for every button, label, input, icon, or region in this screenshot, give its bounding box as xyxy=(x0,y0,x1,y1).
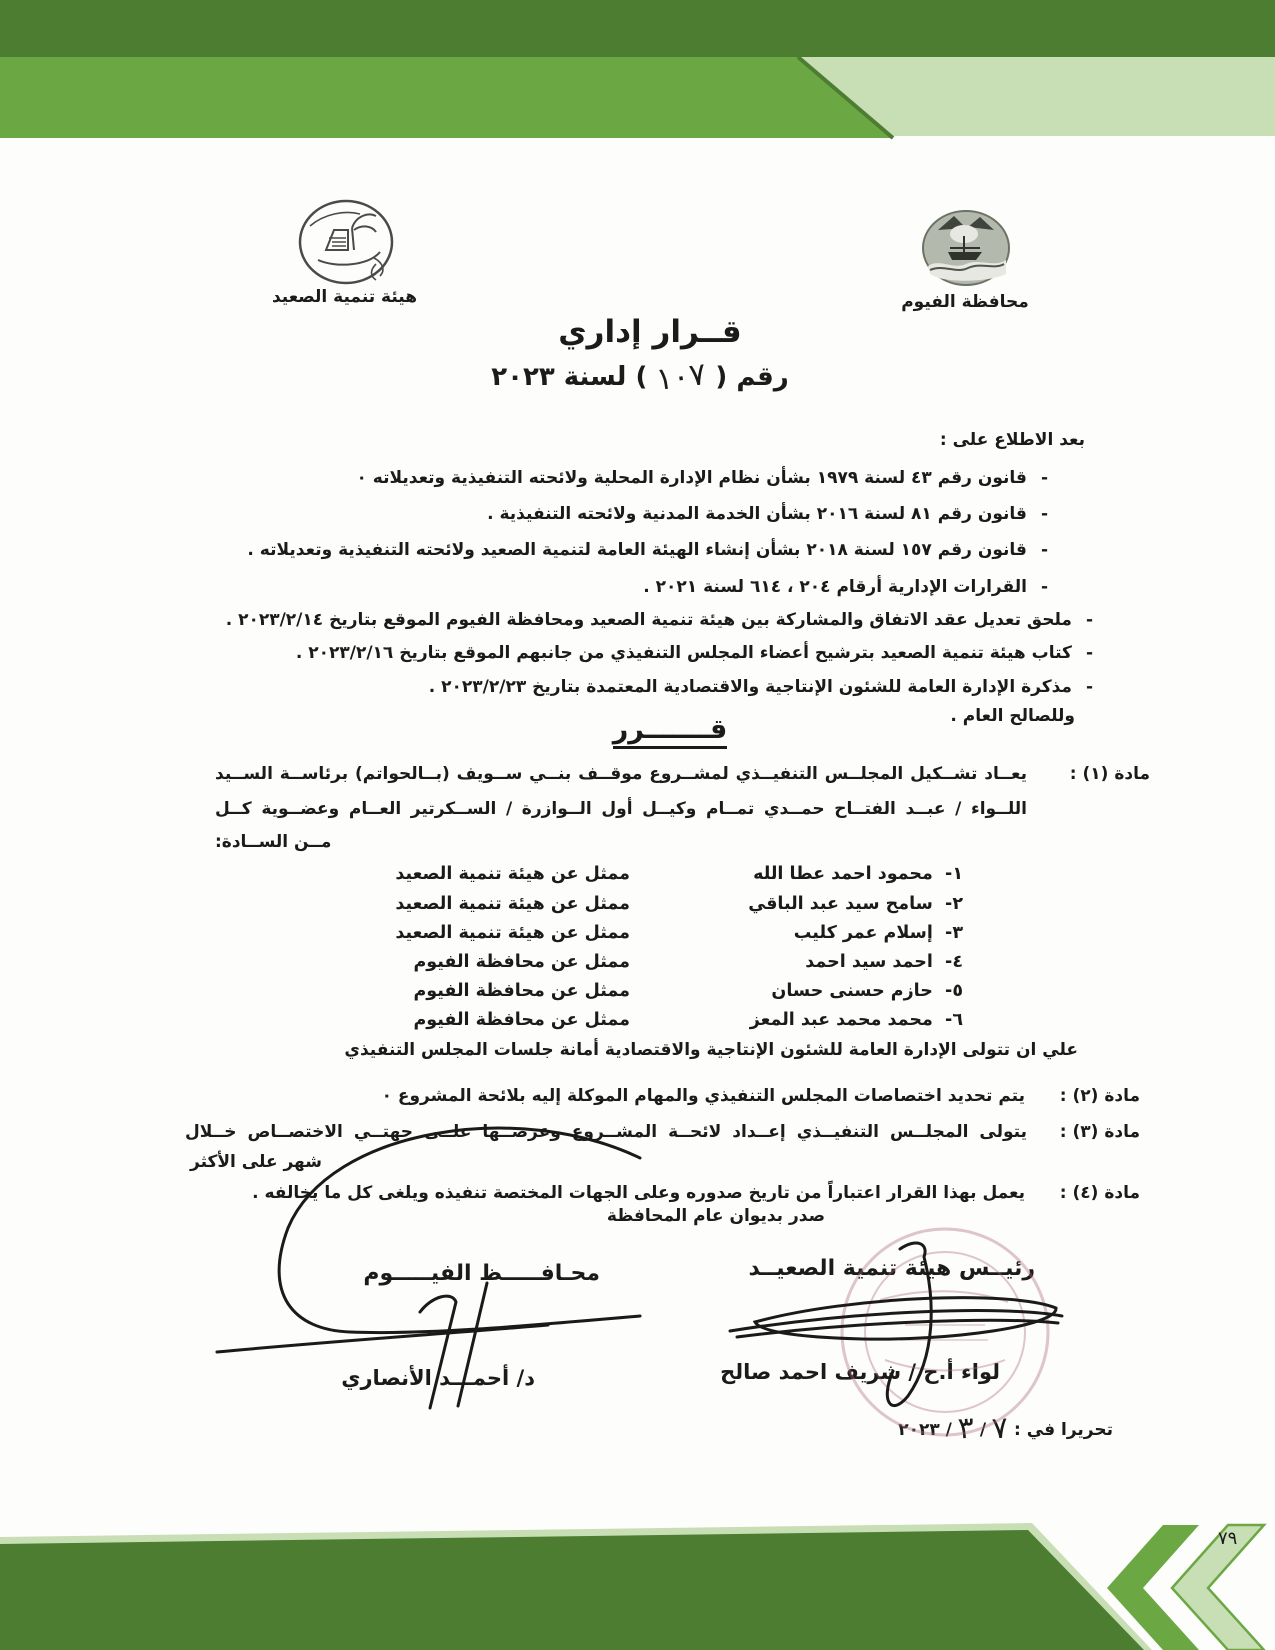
bullet-dash: - xyxy=(1040,540,1048,560)
article2-text: يتم تحديد اختصاصات المجلس التنفيذي والمهام الموكلة إليه بلائحة المشروع ٠ xyxy=(381,1086,1025,1106)
member-role: ممثل عن هيئة تنمية الصعيد xyxy=(395,923,630,943)
preamble-item: - مذكرة الإدارة العامة للشئون الإنتاجية والاقتصادية المعتمدة بتاريخ ٢٠٢٣/٢/٢٣ . xyxy=(428,677,1093,697)
signature-right-name: لواء أ.ح / شريف احمد صالح xyxy=(720,1360,1000,1384)
page-title: قــرار إداري xyxy=(558,314,742,350)
page-number: ٧٩ xyxy=(1218,1528,1238,1549)
member-role: ممثل عن محافظة الفيوم xyxy=(413,1010,630,1030)
bullet-dash: - xyxy=(1040,468,1048,488)
preamble-item: - كتاب هيئة تنمية الصعيد بترشيح أعضاء المجلس التنفيذي من جانبهم الموقع بتاريخ ٢٠٢٣/٢/١٦ . xyxy=(295,643,1093,663)
member-role: ممثل عن هيئة تنمية الصعيد xyxy=(395,894,630,914)
signature-left-name: د/ أحمـــد الأنصاري xyxy=(341,1366,535,1390)
article1-line1: يعــاد تشــكيل المجلــس التنفيــذي لمشــروع موقــف بنــي ســويف (بــالحواتم) برئاســة الســيد xyxy=(215,764,1027,784)
preamble-intro: بعد الاطلاع على : xyxy=(939,430,1085,450)
preamble-item: - قانون رقم ٤٣ لسنة ١٩٧٩ بشأن نظام الإدارة المحلية ولائحته التنفيذية وتعديلاته ٠ xyxy=(356,468,1048,488)
bottom-banner-decoration xyxy=(0,1515,1275,1650)
member-number-name: ٥- حازم حسنى حسان xyxy=(771,981,963,1001)
right-org-label: محافظة الفيوم xyxy=(901,292,1029,312)
article2-label: مادة (٢) : xyxy=(1059,1086,1140,1106)
date-line: تحريرا في : ٧ / ٣ / ٢٠٢٣ xyxy=(898,1410,1113,1447)
article1-line2: اللــواء / عبــد الفتــاح حمــدي تمــام وكيــل أول الــوازرة / الســكرتير العــام وعضــوية كــل xyxy=(215,799,1027,819)
article1-secretariat-note: علي ان تتولى الإدارة العامة للشئون الإنتاجية والاقتصادية أمانة جلسات المجلس التنفيذي xyxy=(344,1040,1078,1060)
left-org-label: هيئة تنمية الصعيد xyxy=(271,287,418,307)
date-month-handwritten: ٣ xyxy=(956,1410,976,1447)
fayoum-governorate-emblem-icon xyxy=(920,208,1012,288)
article3-line2: شهر على الأكثر xyxy=(190,1152,322,1172)
bullet-dash: - xyxy=(1040,577,1048,597)
preamble-item: - ملحق تعديل عقد الاتفاق والمشاركة بين هيئة تنمية الصعيد ومحافظة الفيوم الموقع بتاريخ ٢٠٢٣/٢/١٤ . xyxy=(225,610,1093,630)
bullet-dash: - xyxy=(1085,643,1093,663)
article3-label: مادة (٣) : xyxy=(1059,1122,1140,1142)
member-number-name: ٣- إسلام عمر كليب xyxy=(793,923,963,943)
date-day-handwritten: ٧ xyxy=(990,1410,1010,1447)
preamble-closing: وللصالح العام . xyxy=(950,706,1075,726)
decision-number-handwritten: ١٠٧ xyxy=(654,356,709,398)
article1-line3: مــن الســادة: xyxy=(215,832,332,852)
member-role: ممثل عن محافظة الفيوم xyxy=(413,981,630,1001)
preamble-item: - قانون رقم ٨١ لسنة ٢٠١٦ بشأن الخدمة المدنية ولائحته التنفيذية . xyxy=(487,504,1048,524)
article1-label: مادة (١) : xyxy=(1069,764,1150,784)
member-number-name: ٢- سامح سيد عبد الباقي xyxy=(748,894,963,914)
number-prefix: رقم ( xyxy=(715,362,789,392)
article3-line1: يتولى المجلــس التنفيــذي إعــداد لائحــة المشــروع وعرضــها علــى جهتــي الاختصــاص خــلال xyxy=(185,1122,1027,1142)
member-role: ممثل عن هيئة تنمية الصعيد xyxy=(395,864,630,884)
member-number-name: ٤- احمد سيد احمد xyxy=(805,952,963,972)
preamble-item: - قانون رقم ١٥٧ لسنة ٢٠١٨ بشأن إنشاء الهيئة العامة لتنمية الصعيد ولائحته التنفيذية وتعديلاته . xyxy=(247,540,1048,560)
member-number-name: ١- محمود احمد عطا الله xyxy=(753,864,963,884)
issuance-line: صدر بديوان عام المحافظة xyxy=(606,1206,825,1226)
member-number-name: ٦- محمد محمد عبد المعز xyxy=(749,1010,963,1030)
decree-heading: قـــــــرر xyxy=(613,714,728,749)
preamble-item: - القرارات الإدارية أرقام ٢٠٤ ، ٦١٤ لسنة ٢٠٢١ . xyxy=(643,577,1048,597)
bullet-dash: - xyxy=(1085,677,1093,697)
signature-right-title: رئيــس هيئة تنمية الصعيــد xyxy=(748,1256,1035,1281)
decree-heading-wrap xyxy=(600,714,740,749)
top-banner-decoration xyxy=(0,0,1275,142)
article4-label: مادة (٤) : xyxy=(1059,1183,1140,1203)
date-year: ٢٠٢٣ xyxy=(898,1420,940,1440)
bullet-dash: - xyxy=(1040,504,1048,524)
article4-text: يعمل بهذا القرار اعتباراً من تاريخ صدوره وعلى الجهات المختصة تنفيذه ويلغى كل ما يخالفه . xyxy=(252,1183,1025,1203)
bullet-dash: - xyxy=(1085,610,1093,630)
upper-egypt-authority-seal-icon xyxy=(296,198,396,290)
signature-left-title: محـافـــــظ الفيـــــوم xyxy=(363,1261,600,1286)
number-suffix: ) لسنة ٢٠٢٣ xyxy=(491,362,648,392)
member-role: ممثل عن محافظة الفيوم xyxy=(413,952,630,972)
decision-number-line xyxy=(430,356,850,398)
